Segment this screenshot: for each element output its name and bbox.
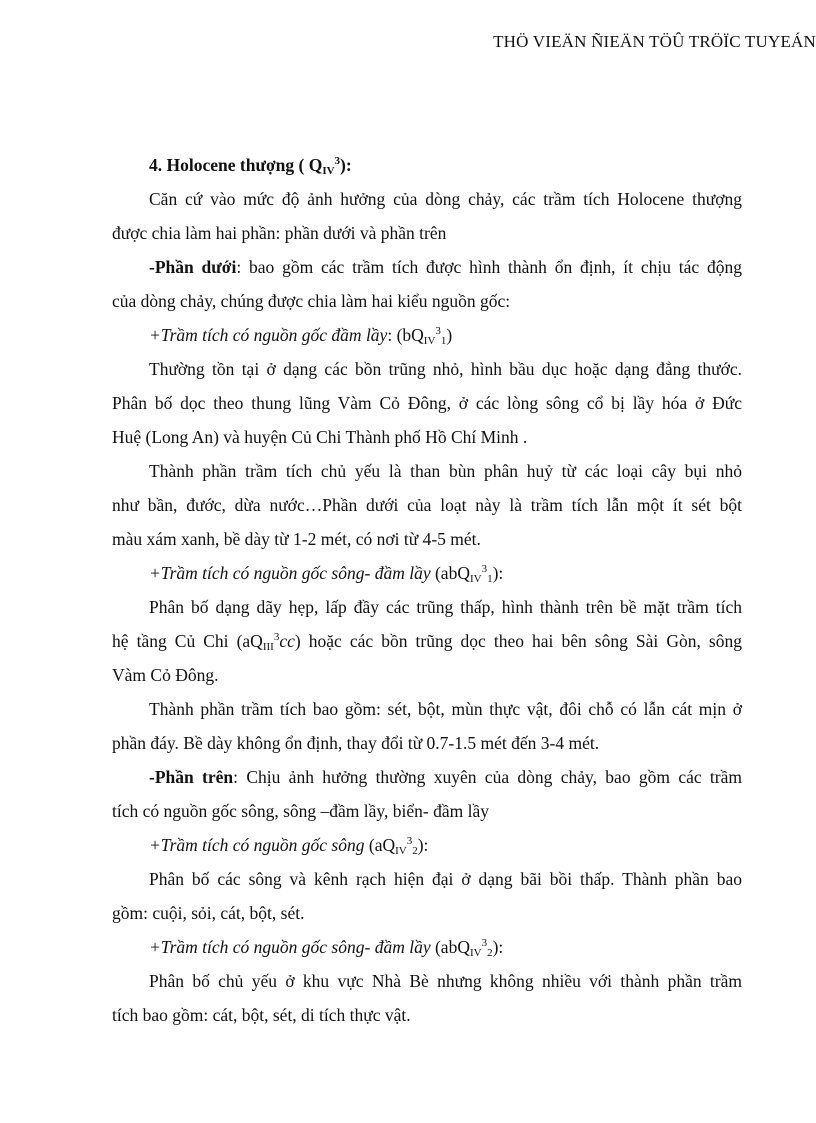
paragraph-line: Phân bố các sông và kênh rạch hiện đại ở dạng bãi bồi thấp. Thành phần bao <box>149 869 742 889</box>
river-sediment-heading: +Trầm tích có nguồn gốc sông $(aQ_{IV}^3_2)$: <box>149 835 429 857</box>
document-body <box>112 148 742 1032</box>
lower-part-line-2: của dòng chảy, chúng được chia làm hai kiểu nguồn gốc: <box>112 291 511 311</box>
swamp-sediment-heading: +Trầm tích có nguồn gốc đầm lầy: $(bQ_{IV}^3_1)$ <box>149 325 453 347</box>
upper-part-line-2: tích có nguồn gốc sông, sông –đầm lầy, biển- đầm lầy <box>112 801 489 821</box>
paragraph-line: Thường tồn tại ở dạng các bồn trũng nhỏ, hình bầu dục hoặc dạng đẳng thước. <box>149 359 742 379</box>
paragraph-line: Huệ (Long An) và huyện Củ Chi Thành phố Hồ Chí Minh . <box>112 427 528 447</box>
paragraph-line: Phân bố dạng dãy hẹp, lấp đầy các trũng thấp, hình thành trên bề mặt trầm tích <box>149 597 742 617</box>
paragraph-line: Vàm Cỏ Đông. <box>112 665 219 685</box>
intro-line-2: được chia làm hai phần: phần dưới và phần trên <box>112 223 447 243</box>
paragraph-line: tích bao gồm: cát, bột, sét, di tích thực vật. <box>112 1005 411 1025</box>
paragraph-line: Thành phần trầm tích bao gồm: sét, bột, mùn thực vật, đôi chỗ có lẫn cát mịn ở <box>149 699 742 719</box>
lower-part-heading: -Phần dưới: bao gồm các trầm tích được hình thành ổn định, ít chịu tác động <box>149 257 742 277</box>
paragraph-line: gồm: cuội, sỏi, cát, bột, sét. <box>112 903 305 923</box>
page-header: THÖ VIEÄN ÑIEÄN TÖÛ TRÖÏC TUYEÁN <box>493 32 816 51</box>
paragraph-line: màu xám xanh, bề dày từ 1-2 mét, có nơi từ 4-5 mét. <box>112 529 481 549</box>
upper-part-heading: -Phần trên: Chịu ảnh hưởng thường xuyên của dòng chảy, bao gồm các trầm <box>149 767 743 787</box>
river-swamp-sediment-heading-2: +Trầm tích có nguồn gốc sông- đầm lầy (abQ$_{IV}^3_2$): <box>149 937 504 959</box>
paragraph-line: hệ tầng Củ Chi $(aQ_{III}^3cc)$ hoặc các bồn trũng dọc theo hai bên sông Sài Gòn, sông <box>112 631 742 653</box>
paragraph-line: như bần, đước, dừa nước…Phần dưới của loạt này là trầm tích lẫn một ít sét bột <box>112 495 742 515</box>
river-swamp-sediment-heading: +Trầm tích có nguồn gốc sông- đầm lầy (abQ$_{IV}^3_1$): <box>149 563 504 585</box>
paragraph-line: Phân bố chủ yếu ở khu vực Nhà Bè nhưng không nhiều với thành phần trầm <box>149 971 742 991</box>
paragraph-line: Phân bố dọc theo thung lũng Vàm Cỏ Đông, ở các lòng sông cổ bị lầy hóa ở Đức <box>112 393 742 413</box>
section-title: 4. Holocene thượng ( $Q_{IV}^3$): <box>149 155 352 177</box>
paragraph-line: Thành phần trầm tích chủ yếu là than bùn phân huỷ từ các loại cây bụi nhỏ <box>149 461 742 481</box>
intro-line-1: Căn cứ vào mức độ ảnh hưởng của dòng chảy, các trầm tích Holocene thượng <box>149 189 742 209</box>
paragraph-line: phần đáy. Bề dày không ổn định, thay đổi từ 0.7-1.5 mét đến 3-4 mét. <box>112 733 600 753</box>
